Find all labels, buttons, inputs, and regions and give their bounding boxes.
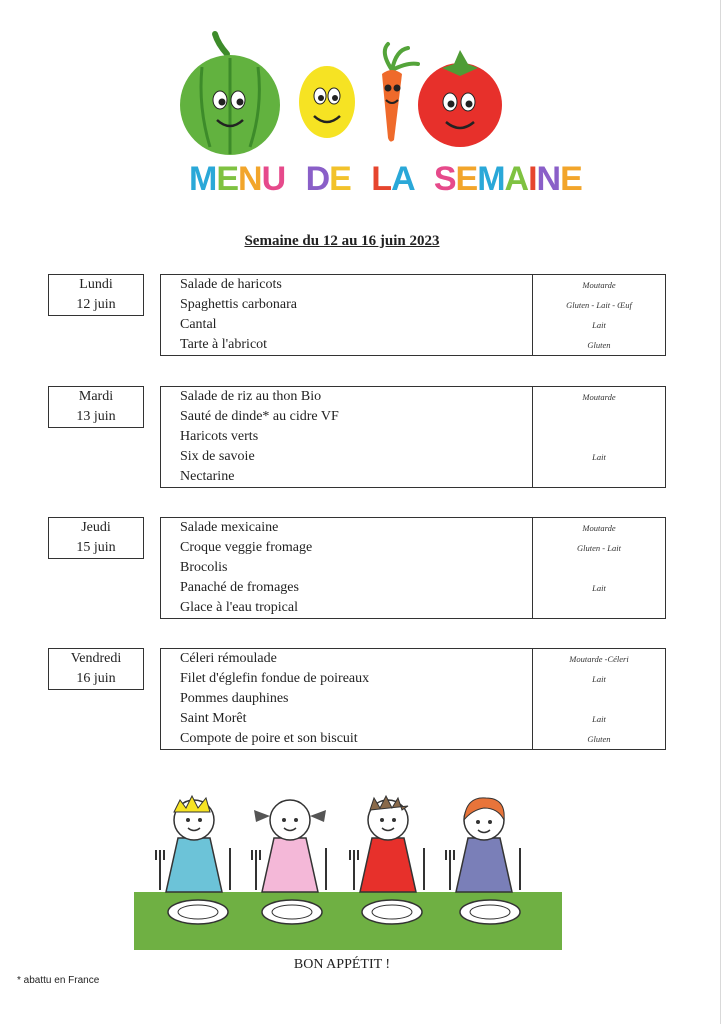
allergen-item: Moutarde	[582, 392, 616, 402]
pepper-icon	[180, 34, 280, 155]
allergen-item: Gluten - Lait	[577, 543, 621, 553]
allergen-item	[533, 558, 665, 578]
dish-list	[161, 649, 533, 749]
allergen-item: Moutarde -Céleri	[569, 654, 629, 664]
day-name: Vendredi	[70, 651, 122, 666]
day-name: Lundi	[79, 277, 113, 292]
child-icon	[446, 798, 520, 892]
dish-item: Salade de haricots	[180, 277, 282, 292]
day-date: 13 juin	[76, 409, 116, 424]
allergen-item: Gluten	[587, 340, 611, 350]
menu-table-lundi	[160, 274, 666, 356]
dish-item: Spaghettis carbonara	[180, 297, 298, 312]
carrot-icon	[382, 44, 418, 142]
allergen-item	[533, 689, 665, 709]
dish-item: Saint Morêt	[180, 711, 247, 726]
allergen-item: Lait	[592, 583, 606, 593]
day-label-lundi	[48, 274, 144, 316]
plate-icon	[460, 900, 520, 924]
allergen-item: Lait	[592, 452, 606, 462]
tomato-icon	[418, 50, 502, 147]
child-icon	[350, 796, 424, 892]
dish-item: Panaché de fromages	[180, 580, 299, 595]
allergen-item: Lait	[592, 320, 606, 330]
children-table-illustration	[130, 790, 566, 952]
dish-item: Croque veggie fromage	[180, 540, 313, 555]
day-name: Mardi	[78, 389, 114, 404]
day-label-mardi	[48, 386, 144, 428]
day-name: Jeudi	[81, 520, 111, 535]
dish-item: Glace à l'eau tropical	[180, 600, 298, 615]
child-icon	[156, 796, 230, 892]
allergen-list	[533, 518, 665, 618]
dish-item: Salade mexicaine	[180, 520, 279, 535]
day-date: 15 juin	[76, 540, 116, 555]
allergen-item	[533, 427, 665, 447]
allergen-item: Gluten - Lait - Œuf	[566, 300, 632, 310]
dish-item: Filet d'églefin fondue de poireaux	[180, 671, 370, 686]
day-label-jeudi	[48, 517, 144, 559]
menu-table-vendredi	[160, 648, 666, 750]
dish-item: Nectarine	[180, 469, 235, 484]
menu-table-jeudi	[160, 517, 666, 619]
menu-title-logo	[185, 152, 582, 212]
dish-list	[161, 387, 533, 487]
allergen-item: Moutarde	[582, 280, 616, 290]
dish-list	[161, 518, 533, 618]
allergen-list	[533, 649, 665, 749]
allergen-item: Moutarde	[582, 523, 616, 533]
dish-item: Cantal	[180, 317, 217, 332]
allergen-item	[533, 598, 665, 618]
dish-list	[161, 275, 533, 355]
allergen-item	[533, 407, 665, 427]
week-title: Semaine du 12 au 16 juin 2023	[244, 233, 440, 249]
dish-item: Haricots verts	[180, 429, 259, 444]
dish-item: Pommes dauphines	[180, 691, 289, 706]
dish-item: Tarte à l'abricot	[180, 337, 268, 352]
allergen-list	[533, 387, 665, 487]
menu-table-mardi	[160, 386, 666, 488]
dish-item: Brocolis	[180, 560, 228, 575]
closing-message: BON APPÉTIT !	[293, 957, 391, 972]
footnote: * abattu en France	[17, 975, 100, 986]
allergen-item	[533, 467, 665, 487]
plate-icon	[168, 900, 228, 924]
day-date: 12 juin	[76, 297, 116, 312]
allergen-item: Gluten	[587, 734, 611, 744]
dish-item: Céleri rémoulade	[180, 651, 277, 666]
day-date: 16 juin	[76, 671, 116, 686]
dish-item: Compote de poire et son biscuit	[180, 731, 358, 746]
lemon-icon	[299, 66, 355, 138]
svg-text:MENU DE LA SEMAINE: MENU DE LA SEMAINE	[189, 160, 582, 198]
dish-item: Six de savoie	[180, 449, 255, 464]
plate-icon	[362, 900, 422, 924]
dish-item: Salade de riz au thon Bio	[180, 389, 322, 404]
dish-item: Sauté de dinde* au cidre VF	[180, 409, 339, 424]
plate-icon	[262, 900, 322, 924]
allergen-list	[533, 275, 665, 355]
page-edge	[720, 0, 721, 1024]
allergen-item: Lait	[592, 714, 606, 724]
allergen-item: Lait	[592, 674, 606, 684]
day-label-vendredi	[48, 648, 144, 690]
child-icon	[252, 800, 326, 892]
